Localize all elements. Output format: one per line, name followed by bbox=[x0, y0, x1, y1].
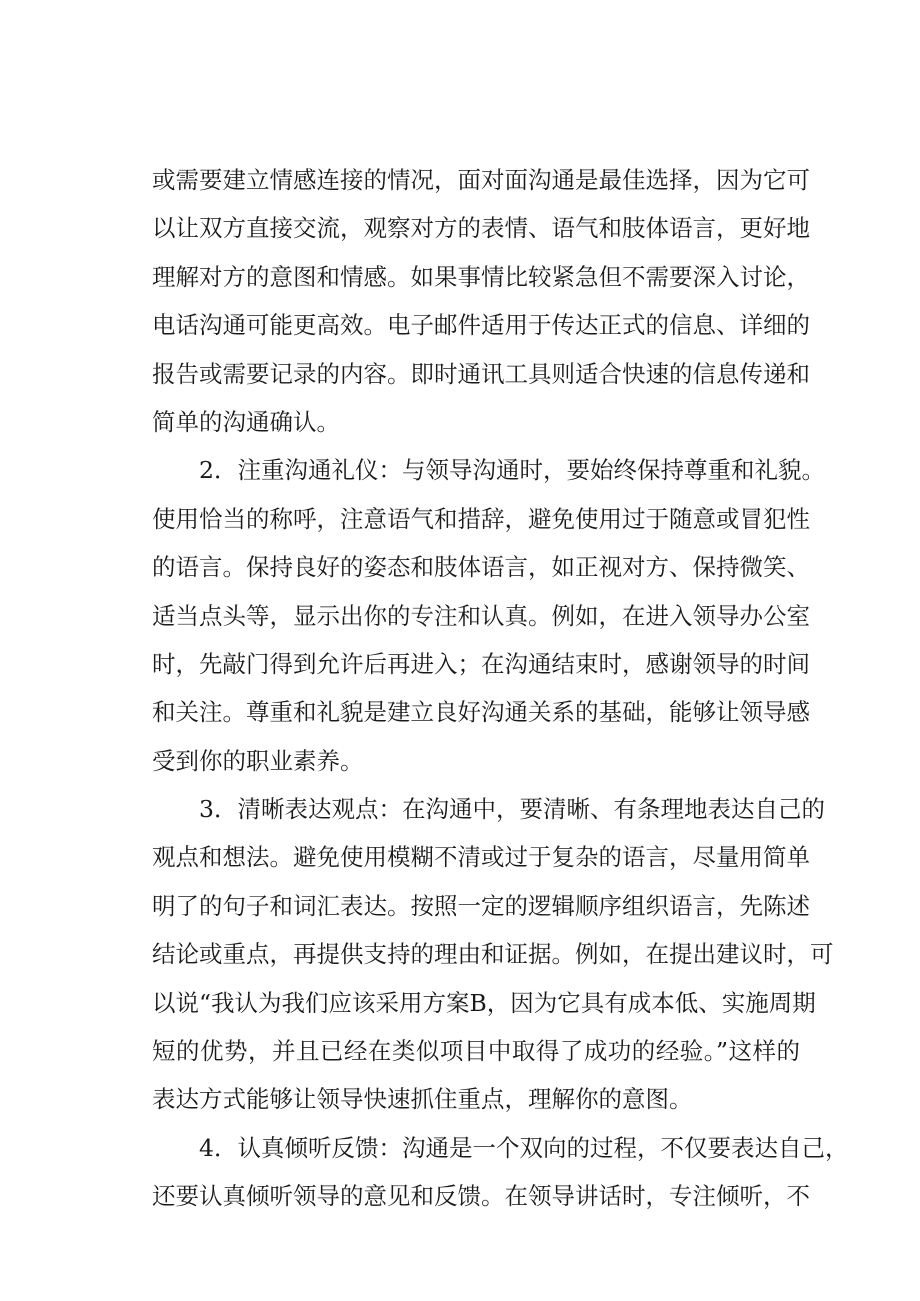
paragraph-end-line: 表达方式能够让领导快速抓住重点，理解你的意图。 bbox=[152, 1085, 693, 1114]
text-line: 明了的句子和词汇表达。按照一定的逻辑顺序组织语言，先陈述 bbox=[152, 891, 810, 920]
text-line: 使用恰当的称呼，注意语气和措辞，避免使用过于随意或冒犯性 bbox=[152, 504, 810, 533]
text-line: 观点和想法。避免使用模糊不清或过于复杂的语言，尽量用简单 bbox=[152, 843, 810, 872]
text-line: 时，先敲门得到允许后再进入；在沟通结束时，感谢领导的时间 bbox=[152, 649, 810, 678]
text-line: 以让双方直接交流，观察对方的表情、语气和肢体语言，更好地 bbox=[152, 214, 810, 243]
text-line: 以说“我认为我们应该采用方案B，因为它具有成本低、实施周期 bbox=[152, 988, 816, 1017]
text-line: 理解对方的意图和情感。如果事情比较紧急但不需要深入讨论， bbox=[152, 262, 810, 291]
paragraph-end-line: 简单的沟通确认。 bbox=[152, 407, 340, 436]
text-line: 的语言。保持良好的姿态和肢体语言，如正视对方、保持微笑、 bbox=[152, 553, 810, 582]
text-line: 或需要建立情感连接的情况，面对面沟通是最佳选择，因为它可 bbox=[152, 166, 810, 194]
text-line: 和关注。尊重和礼貌是建立良好沟通关系的基础，能够让领导感 bbox=[152, 698, 810, 727]
body-text bbox=[152, 156, 849, 1221]
text-line: 结论或重点，再提供支持的理由和证据。例如，在提出建议时，可 bbox=[152, 940, 834, 969]
text-line: 还要认真倾听领导的意见和反馈。在领导讲话时，专注倾听，不 bbox=[152, 1182, 810, 1211]
text-line: 报告或需要记录的内容。即时通讯工具则适合快速的信息传递和 bbox=[152, 359, 810, 388]
text-line: 短的优势，并且已经在类似项目中取得了成功的经验。”这样的 bbox=[152, 1037, 800, 1066]
paragraph-end-line: 受到你的职业素养。 bbox=[152, 746, 364, 775]
section-heading-line: 4．认真倾听反馈：沟通是一个双向的过程，不仅要表达自己， bbox=[152, 1133, 849, 1162]
text-line: 电话沟通可能更高效。电子邮件适用于传达正式的信息、详细的 bbox=[152, 311, 810, 340]
text-line: 适当点头等，显示出你的专注和认真。例如，在进入领导办公室 bbox=[152, 601, 810, 630]
section-heading-line: 2．注重沟通礼仪：与领导沟通时，要始终保持尊重和礼貌。 bbox=[152, 456, 825, 485]
section-heading-line: 3．清晰表达观点：在沟通中，要清晰、有条理地表达自己的 bbox=[152, 795, 825, 824]
